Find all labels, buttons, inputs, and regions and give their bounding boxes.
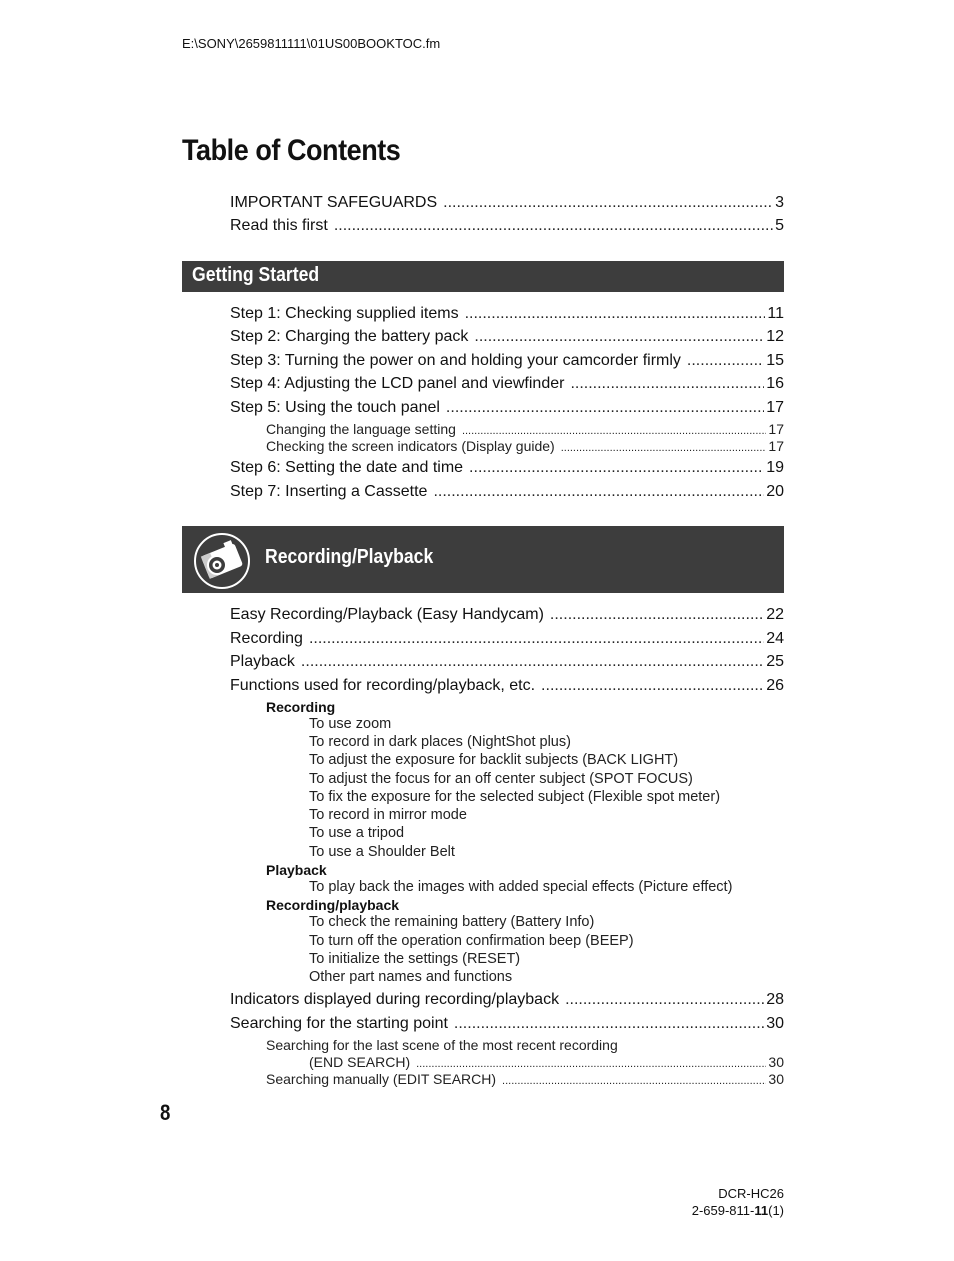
toc-entry-page: 22 [766, 606, 784, 623]
toc-entry-label: Step 4: Adjusting the LCD panel and viewfinder [230, 375, 565, 392]
leader-dots [570, 375, 764, 393]
page-number: 8 [160, 1100, 171, 1125]
toc-subentry[interactable] [309, 1054, 784, 1070]
section-heading: Getting Started [192, 264, 320, 286]
leader-dots [502, 1075, 766, 1087]
leader-dots [462, 425, 766, 437]
toc-entry-label: Step 2: Charging the battery pack [230, 328, 469, 345]
group-item: To play back the images with added special effects (Picture effect) [309, 879, 733, 895]
toc-entry-label: Recording [230, 630, 303, 647]
group-heading: Recording/playback [266, 897, 400, 913]
toc-entry[interactable] [230, 606, 784, 624]
toc-subentry[interactable] [266, 1071, 784, 1087]
toc-entry-page: 17 [768, 438, 784, 454]
toc-entry-page: 24 [766, 630, 784, 647]
toc-entry-label: Changing the language setting [266, 421, 456, 437]
group-item: To use zoom [309, 716, 392, 732]
toc-entry-label: Step 5: Using the touch panel [230, 399, 440, 416]
group-item: To turn off the operation confirmation beep (BEEP) [309, 933, 634, 949]
toc-entry-label: Playback [230, 653, 295, 670]
page-title: Table of Contents [182, 134, 401, 167]
toc-entry[interactable] [230, 217, 784, 235]
toc-entry[interactable] [230, 399, 784, 417]
camcorder-icon [194, 533, 250, 589]
group-item: To adjust the exposure for backlit subjects (BACK LIGHT) [309, 752, 679, 768]
toc-entry-label: Step 6: Setting the date and time [230, 459, 464, 476]
footer-code [692, 1203, 784, 1218]
toc-entry-page: 12 [766, 328, 784, 345]
leader-dots [550, 606, 764, 624]
toc-entry-page: 28 [766, 991, 784, 1008]
toc-entry-label: IMPORTANT SAFEGUARDS [230, 194, 438, 211]
toc-entry[interactable] [230, 1015, 784, 1033]
toc-entry[interactable] [230, 991, 784, 1009]
toc-entry-page: 25 [766, 653, 784, 670]
group-heading: Recording [266, 699, 336, 715]
leader-dots [565, 991, 764, 1009]
group-item: To fix the exposure for the selected subject (Flexible spot meter) [309, 789, 721, 805]
group-heading: Playback [266, 862, 327, 878]
toc-entry-page: 30 [766, 1015, 784, 1032]
leader-dots [454, 1015, 764, 1033]
leader-dots [334, 217, 773, 235]
toc-entry-page: 16 [766, 375, 784, 392]
footer-model: DCR-HC26 [718, 1186, 784, 1201]
footer-code-suffix: (1) [768, 1203, 784, 1218]
leader-dots [541, 677, 764, 695]
toc-entry[interactable] [230, 653, 784, 671]
toc-entry-page: 15 [766, 352, 784, 369]
toc-entry-label: Searching manually (EDIT SEARCH) [266, 1071, 497, 1087]
leader-dots [469, 459, 764, 477]
toc-entry[interactable] [230, 459, 784, 477]
toc-subentry[interactable] [266, 421, 784, 437]
group-item: To use a tripod [309, 825, 405, 841]
group-item: Other part names and functions [309, 969, 513, 985]
toc-entry-page: 20 [766, 483, 784, 500]
group-item: To record in dark places (NightShot plus) [309, 734, 571, 750]
toc-entry[interactable] [230, 630, 784, 648]
section-header-getting-started [182, 261, 784, 292]
toc-entry-page: 3 [775, 194, 784, 211]
toc-entry-page: 5 [775, 217, 784, 234]
toc-entry-label: Functions used for recording/playback, etc. [230, 677, 536, 694]
leader-dots [433, 483, 764, 501]
leader-dots [446, 399, 764, 417]
leader-dots [309, 630, 764, 648]
toc-entry-label: Checking the screen indicators (Display guide) [266, 438, 555, 454]
toc-entry-label: Step 3: Turning the power on and holding your camcorder firmly [230, 352, 681, 369]
toc-entry[interactable] [230, 328, 784, 346]
toc-entry-page: 19 [766, 459, 784, 476]
toc-entry-page: 17 [766, 399, 784, 416]
leader-dots [416, 1058, 766, 1070]
toc-entry[interactable] [230, 305, 784, 323]
file-path-header: E:\SONY\2659811111\01US00BOOKTOC.fm [182, 36, 441, 51]
leader-dots [561, 442, 767, 454]
toc-entry-label: Indicators displayed during recording/playback [230, 991, 560, 1008]
leader-dots [687, 352, 764, 370]
toc-entry[interactable] [230, 483, 784, 501]
leader-dots [474, 328, 764, 346]
leader-dots [465, 305, 766, 323]
toc-entry[interactable] [230, 375, 784, 393]
toc-entry-label: (END SEARCH) [309, 1054, 411, 1070]
toc-entry-label: Read this first [230, 217, 328, 234]
toc-entry[interactable] [230, 194, 784, 212]
group-item: To record in mirror mode [309, 807, 467, 823]
leader-dots [443, 194, 773, 212]
section-header-recording-playback [182, 526, 784, 593]
group-item: To initialize the settings (RESET) [309, 951, 521, 967]
toc-entry-page: 30 [768, 1054, 784, 1070]
group-item: To use a Shoulder Belt [309, 844, 455, 860]
toc-subentry[interactable] [266, 438, 784, 454]
toc-entry-page: 30 [768, 1071, 784, 1087]
group-item: To adjust the focus for an off center subject (SPOT FOCUS) [309, 771, 693, 787]
toc-entry-page: 11 [767, 305, 784, 322]
toc-entry-label: Easy Recording/Playback (Easy Handycam) [230, 606, 544, 623]
footer-code-bold: 11 [754, 1203, 769, 1218]
group-item: To check the remaining battery (Battery Info) [309, 914, 595, 930]
toc-entry-page: 17 [768, 421, 784, 437]
section-heading: Recording/Playback [265, 546, 434, 568]
footer-code-prefix: 2-659-811- [691, 1203, 755, 1218]
leader-dots [301, 653, 764, 671]
toc-entry-label: Searching for the starting point [230, 1015, 448, 1032]
toc-subentry-label-line1: Searching for the last scene of the most recent recording [266, 1037, 618, 1053]
toc-entry-page: 26 [766, 677, 784, 694]
toc-entry[interactable] [230, 677, 784, 695]
toc-entry-label: Step 1: Checking supplied items [230, 305, 459, 322]
toc-entry[interactable] [230, 352, 784, 370]
toc-entry-label: Step 7: Inserting a Cassette [230, 483, 428, 500]
